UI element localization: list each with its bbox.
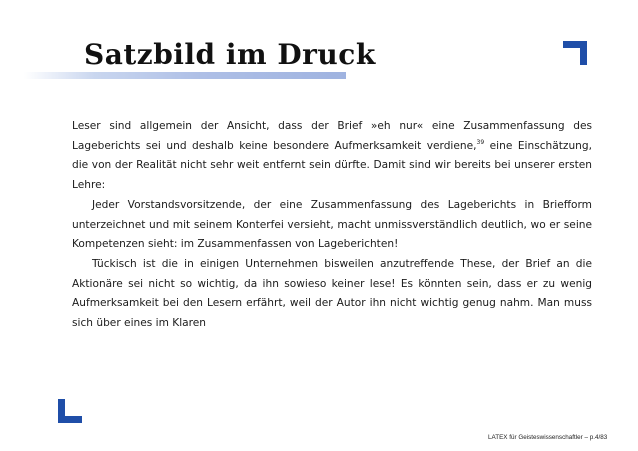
title-underline-bar [24, 72, 346, 79]
body-text [72, 117, 592, 334]
paragraph: Tückisch ist die in einigen Unternehmen bisweilen anzutreffende These, der Brief an die Aktionäre sei nicht so wichtig, da ihn sowieso keiner lese! Es könnten sein, dass er zu wenig Aufmerksamkeit bei den Lesern erfährt, weil der Autor ihn nicht wichtig genug nahm. Man muss sich über eines im Klaren [72, 257, 592, 330]
paragraph [72, 117, 592, 196]
slide-footer: LATEX für Geisteswissenschaftler – p.4/83 [488, 434, 608, 441]
slide-title: Satzbild im Druck [84, 38, 376, 71]
paragraph: Jeder Vorstandsvorsitzende, der eine Zusammenfassung des Lageberichts in Briefform unterzeichnet und mit seinem Konterfei versieht, macht unmissverständlich deutlich, wo er seine Kompetenzen sieht: im Zusammenfassen von Lageberichten! [72, 198, 592, 251]
corner-bracket-icon [563, 41, 587, 65]
corner-bracket-icon [58, 399, 82, 423]
paragraph-text: eine Einschätzung, die von der Realität nicht sehr weit entfernt sein dürfte. Damit sind wir bereits bei unserer ersten Lehre: [72, 139, 592, 192]
footnote-marker: 39 [476, 138, 485, 146]
paragraph-text: Leser sind allgemein der Ansicht, dass der Brief »eh nur« eine Zusammenfassung des Lageberichts sei und deshalb keine besondere Aufmerksamkeit verdiene, [72, 120, 592, 152]
